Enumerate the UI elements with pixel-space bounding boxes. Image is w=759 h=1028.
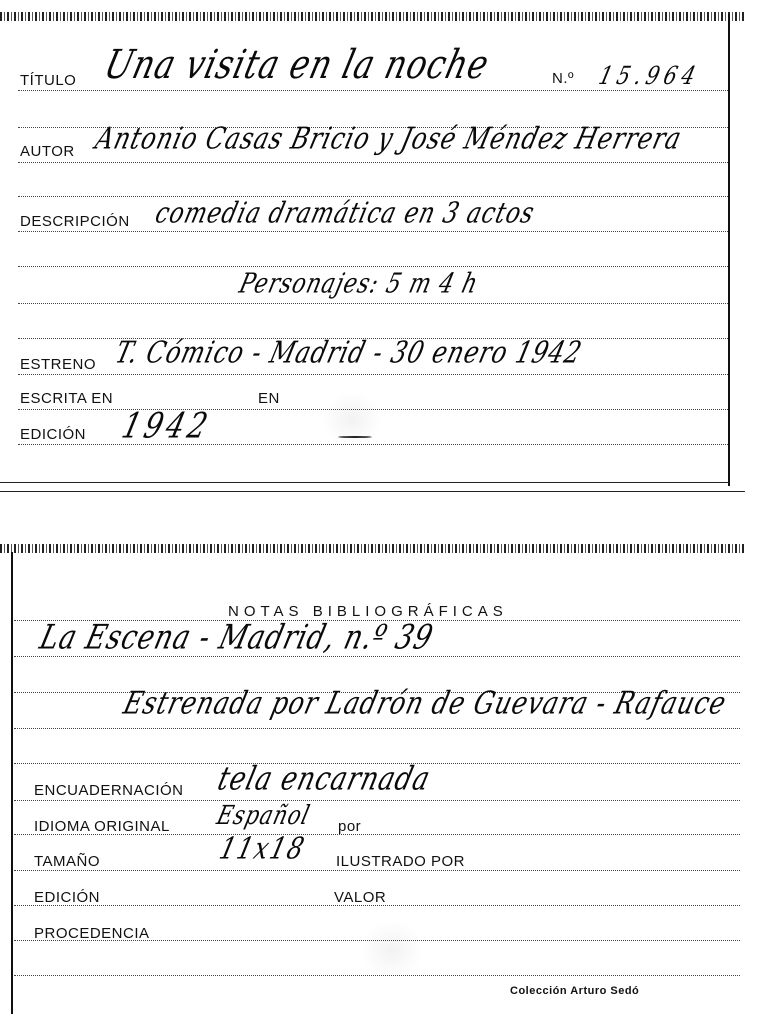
titulo-value: Una visita en la noche xyxy=(100,40,495,88)
rule-line xyxy=(14,870,740,871)
rule-line xyxy=(14,728,740,729)
edicion-back-label: EDICIÓN xyxy=(34,889,101,906)
ilustrado-por-label: ILUSTRADO POR xyxy=(336,853,466,870)
rule-line xyxy=(18,303,728,304)
edicion-value: 1942 xyxy=(118,404,216,446)
card-back-left-border xyxy=(11,552,13,1014)
card-back-top-edge xyxy=(0,544,745,553)
rule-line xyxy=(18,266,728,267)
rule-line xyxy=(18,90,728,91)
autor-value: Antonio Casas Bricio y José Méndez Herrera xyxy=(92,121,686,156)
rule-line xyxy=(18,231,728,232)
nota-line-1: La Escena - Madrid, n.º 39 xyxy=(36,618,438,657)
pen-stroke xyxy=(338,436,372,438)
card-front-bottom-edge-2 xyxy=(0,491,745,492)
card-front-bottom-edge xyxy=(0,482,729,483)
coleccion-imprint: Colección Arturo Sedó xyxy=(510,985,640,997)
descripcion-label: DESCRIPCIÓN xyxy=(20,213,130,230)
procedencia-label: PROCEDENCIA xyxy=(34,925,150,942)
estreno-value: T. Cómico - Madrid - 30 enero 1942 xyxy=(112,335,586,370)
idioma-value: Español xyxy=(214,800,314,830)
rule-line xyxy=(18,374,728,375)
card-front-top-edge xyxy=(0,12,745,21)
numero-label: N.º xyxy=(552,70,574,87)
nota-line-2: Estrenada por Ladrón de Guevara - Rafauce xyxy=(120,684,731,721)
rule-line xyxy=(14,800,740,801)
por-label: por xyxy=(338,818,362,835)
numero-value: 15.964 xyxy=(596,60,704,90)
valor-label: VALOR xyxy=(334,889,387,906)
tamano-value: 11x18 xyxy=(216,831,310,866)
encuadernacion-value: tela encarnada xyxy=(214,760,435,798)
titulo-label: TÍTULO xyxy=(20,72,77,89)
escrita-en-label: ESCRITA EN xyxy=(20,390,114,407)
en-label: EN xyxy=(258,390,280,407)
descripcion-value: comedia dramática en 3 actos xyxy=(152,197,538,230)
estreno-label: ESTRENO xyxy=(20,356,97,373)
rule-line xyxy=(18,162,728,163)
idioma-label: IDIOMA ORIGINAL xyxy=(34,818,170,835)
autor-label: AUTOR xyxy=(20,143,75,160)
personajes-value: Personajes: 5 m 4 h xyxy=(236,268,482,300)
notas-heading: NOTAS BIBLIOGRÁFICAS xyxy=(228,603,508,620)
edicion-label: EDICIÓN xyxy=(20,426,87,443)
encuadernacion-label: ENCUADERNACIÓN xyxy=(34,782,184,799)
paper-smudge xyxy=(360,920,424,980)
tamano-label: TAMAÑO xyxy=(34,853,101,870)
card-front-right-border xyxy=(728,14,730,486)
